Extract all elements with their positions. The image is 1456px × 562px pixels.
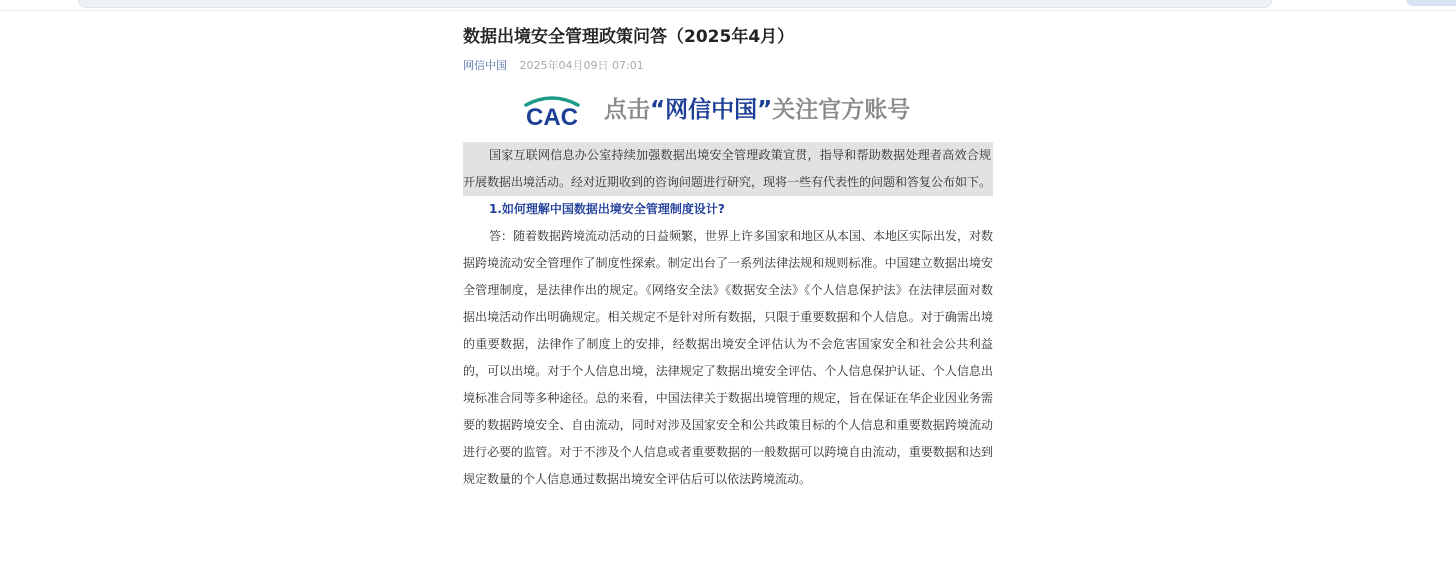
banner-text — [604, 94, 910, 126]
answer-paragraph: 答：随着数据跨境流动活动的日益频繁，世界上许多国家和地区从本国、本地区实际出发，对数据跨境流动安全管理作了制度性探索。制定出台了一系列法律法规和规则标准。中国建立数据出境安全管理制度，是法律作出的规定。《网络安全法》《数据安全法》《个人信息保护法》在法律层面对数据出境活动作出明确规定。相关规定不是针对所有数据，只限于重要数据和个人信息。对于确需出境的重要数据，法律作了制度上的安排，经数据出境安全评估认为不会危害国家安全和社会公共利益的，可以出境。对于个人信息出境，法律规定了数据出境安全评估、个人信息保护认证、个人信息出境标准合同等多种途径。总的来看，中国法律关于数据出境管理的规定，旨在保证在华企业因业务需要的数据跨境安全、自由流动，同时对涉及国家安全和公共政策目标的个人信息和重要数据跨境流动进行必要的监管。对于不涉及个人信息或者重要数据的一般数据可以跨境自由流动，重要数据和达到规定数量的个人信息通过数据出境安全评估后可以依法跨境流动。 — [463, 229, 994, 486]
article-body — [463, 142, 993, 493]
question-heading: 1.如何理解中国数据出境安全管理制度设计? — [489, 202, 725, 216]
article-source-link[interactable]: 网信中国 — [463, 59, 507, 72]
article-meta — [463, 58, 993, 74]
toolbar-button[interactable] — [1406, 0, 1456, 6]
browser-top-bar — [0, 0, 1456, 11]
banner-suffix: 关注官方账号 — [772, 97, 911, 123]
banner-prefix: 点击 — [604, 97, 650, 123]
cac-logo — [517, 92, 587, 128]
intro-paragraph: 国家互联网信息办公室持续加强数据出境安全管理政策宣贯，指导和帮助数据处理者高效合规开展数据出境活动。经对近期收到的咨询问题进行研究，现将一些有代表性的问题和答复公布如下。 — [463, 142, 993, 196]
banner-highlight: “网信中国” — [650, 97, 773, 123]
article — [463, 24, 993, 493]
cac-logo-text: CAC — [526, 104, 578, 128]
article-datetime: 2025年04月09日 07:01 — [519, 59, 644, 72]
address-bar[interactable] — [78, 0, 1272, 8]
follow-banner[interactable] — [463, 88, 993, 132]
article-title: 数据出境安全管理政策问答（2025年4月） — [463, 27, 795, 47]
